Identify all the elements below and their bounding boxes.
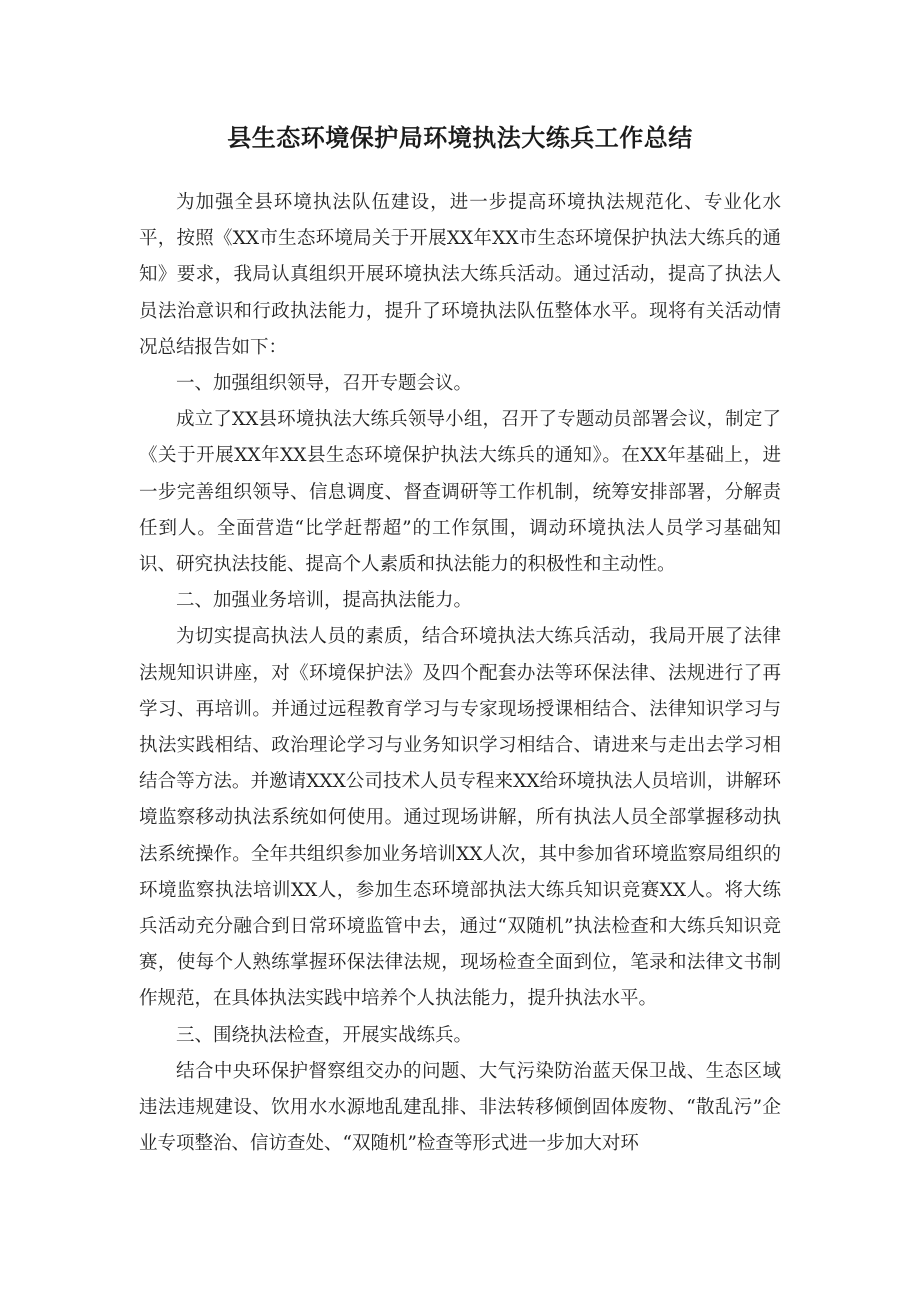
section-2-paragraph: 为切实提高执法人员的素质，结合环境执法大练兵活动，我局开展了法律法规知识讲座，对《环境保护法》及四个配套办法等环保法律、法规进行了再学习、再培训。并通过远程教育学习与专家现场授课相结合、法律知识学习与执法实践相结、政治理论学习与业务知识学习相结合、请进来与走出去学习相结合等方法。并邀请XXX公司技术人员专程来XX给环境执法人员培训，讲解环境监察移动执法系统如何使用。通过现场讲解，所有执法人员全部掌握移动执法系统操作。全年共组织参加业务培训XX人次，其中参加省环境监察局组织的环境监察执法培训XX人，参加生态环境部执法大练兵知识竞赛XX人。将大练兵活动充分融合到日常环境监管中去，通过“双随机”执法检查和大练兵知识竞赛，使每个人熟练掌握环保法律法规，现场检查全面到位，笔录和法律文书制作规范，在具体执法实践中培养个人执法能力，提升执法水平。 [139, 626, 781, 1010]
document-title: 县生态环境保护局环境执法大练兵工作总结 [227, 124, 693, 152]
section-heading-3: 三、围绕执法检查，开展实战练兵。 [176, 1024, 473, 1046]
intro-paragraph: 为加强全县环境执法队伍建设，进一步提高环境执法规范化、专业化水平，按照《XX市生态环境局关于开展XX年XX市生态环境保护执法大练兵的通知》要求，我局认真组织开展环境执法大练兵活动。通过活动，提高了执法人员法治意识和行政执法能力，提升了环境执法队伍整体水平。现将有关活动情况总结报告如下： [139, 192, 781, 358]
section-heading-1: 一、加强组织领导，召开专题会议。 [176, 373, 473, 395]
section-1-paragraph: 成立了XX县环境执法大练兵领导小组，召开了专题动员部署会议，制定了《关于开展XX年XX县生态环境保护执法大练兵的通知》。在XX年基础上，进一步完善组织领导、信息调度、督查调研等工作机制，统筹安排部署，分解责任到人。全面营造“比学赶帮超”的工作氛围，调动环境执法人员学习基础知识、研究执法技能、提高个人素质和执法能力的积极性和主动性。 [139, 409, 781, 576]
document-body [139, 185, 781, 1162]
section-3-paragraph: 结合中央环保护督察组交办的问题、大气污染防治蓝天保卫战、生态区域违法违规建设、饮用水水源地乱建乱排、非法转移倾倒固体废物、“散乱污”企业专项整治、信访查处、“双随机”检查等形式进一步加大对环 [139, 1060, 781, 1155]
section-heading-2: 二、加强业务培训，提高执法能力。 [176, 590, 473, 612]
